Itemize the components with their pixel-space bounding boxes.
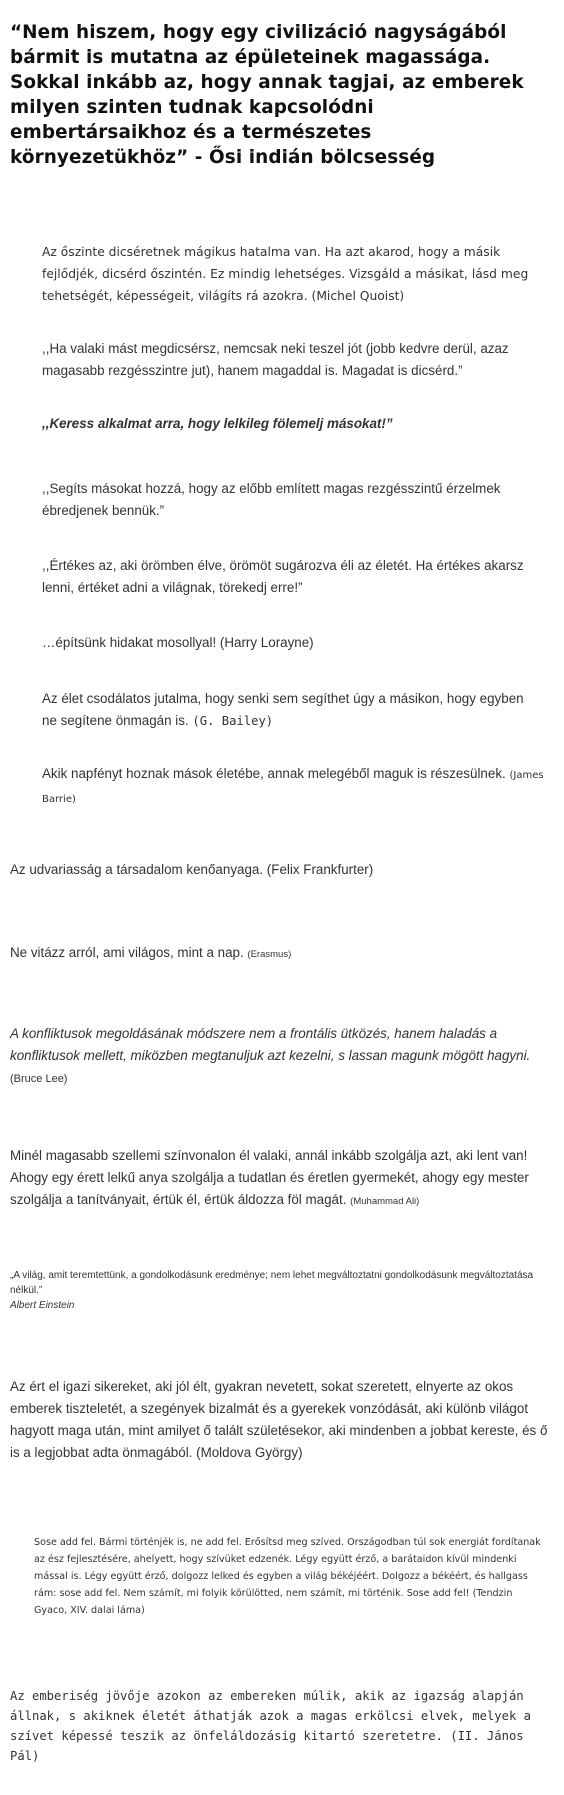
quote-text: „A világ, amit teremtettünk, a gondolkodásunk eredménye; nem lehet megváltoztatni gondolkodásunk megváltoztatása nélkül.” (10, 1270, 534, 1296)
quote-author: Albert Einstein (10, 1300, 75, 1311)
quote-no-argue (10, 942, 550, 966)
quote-author: (Erasmus) (247, 949, 292, 960)
quote-author: (James Barrie) (42, 770, 544, 805)
quote-author: (Muhammad Ali) (350, 1196, 420, 1207)
quote-help-others: ,,Segíts másokat hozzá, hogy az előbb említett magas rezgésszintű érzelmek ébredjenek bennük.” (42, 481, 501, 518)
quote-valuable-life: ,,Értékes az, aki örömben élve, örömöt sugározva éli az életét. Ha értékes akarsz lenni, értéket adni a világnak, törekedj erre!” (42, 558, 524, 595)
quote-conflict (10, 1023, 555, 1090)
quote-serve-others (10, 1145, 558, 1213)
quote-life-reward (42, 688, 542, 732)
quote-politeness: Az udvariasság a társadalom kenőanyaga. (Felix Frankfurter) (10, 862, 374, 877)
quote-text: Az élet csodálatos jutalma, hogy senki sem segíthet úgy a másikon, hogy egyben ne segítene önmagán is. (42, 691, 524, 728)
quote-text: Minél magasabb szellemi színvonalon él valaki, annál inkább szolgálja azt, aki lent van! Ahogy egy érett lelkű anya szolgálja a tudatlan és éretlen gyermekét, ahogy egy mester szolgálja a tanítványait, értük él, értük áldozza föl magát. (10, 1148, 529, 1207)
quote-bridges-smile: …építsünk hidakat mosollyal! (Harry Lorayne) (42, 635, 314, 650)
quote-praise-magic: Az őszinte dicséretnek mágikus hatalma van. Ha azt akarod, hogy a másik fejlődjék, dicsérd őszintén. Ez mindig lehetséges. Vizsgáld a másikat, lásd meg tehetségét, képességeit, világíts rá azokra. (Michel Quoist) (42, 245, 529, 303)
quote-sunshine (42, 763, 547, 811)
quote-praise-others: ,,Ha valaki mást megdicsérsz, nemcsak neki teszel jót (jobb kedvre derül, azaz magasabb rezgésszintre jut), hanem magaddal is. Magadat is dicsérd.” (42, 341, 509, 378)
quote-text: Akik napfényt hoznak mások életébe, annak melegéből maguk is részesülnek. (42, 766, 506, 781)
quote-never-give-up: Sose add fel. Bármi történjék is, ne add fel. Erősítsd meg szíved. Országodban túl sok energiát fordítanak az ész fejlesztésére, ahelyett, hogy szívüket edzenék. Légy együtt érző, a barátaidon kívül mindenki mással is. Légy együtt érző, dolgozz lelked és egyben a világ békéjéért. Dolgozz a békéért, és hallgass rám: sose add fel. Nem számít, mi folyik körülötted, nem számít, mi történik. Sose add fel! (Tendzin Gyaco, XIV. dalai láma) (34, 1537, 541, 1616)
quote-text: A konfliktusok megoldásának módszere nem a frontális ütközés, hanem haladás a konfliktusok mellett, miközben megtanuljuk azt kezelni, s lassan magunk mögött hagyni. (10, 1026, 531, 1063)
quote-author: (Bruce Lee) (10, 1073, 68, 1085)
quote-lift-others: ,,Keress alkalmat arra, hogy lelkileg fölemelj másokat!” (42, 416, 393, 431)
quote-author: (G. Bailey) (192, 714, 274, 728)
quote-true-success: Az ért el igazi sikereket, aki jól élt, gyakran nevetett, sokat szeretett, elnyerte az okos emberek tiszteletét, a szegények bizalmát és a gyerekek vonzódását, aki különb világot hagyott maga után, mint amilyet ő talált születésekor, aki mindenben a jobbat kereste, és ő is a legjobbat adta önmagából. (Moldova György) (10, 1379, 548, 1460)
quote-text: Ne vitázz arról, ami világos, mint a nap. (10, 945, 244, 960)
quote-future-humanity: Az emberiség jövője azokon az embereken múlik, akik az igazság alapján állnak, s akiknek életét áthatják azok a magas erkölcsi elvek, melyek a szívet képessé teszik az önfeláldozásig kitartó szeretetre. (II. János Pál) (10, 1689, 531, 1763)
main-quote: “Nem hiszem, hogy egy civilizáció nagyságából bármit is mutatna az épületeinek magassága. Sokkal inkább az, hogy annak tagjai, az emberek milyen szinten tudnak kapcsolódni embertársaikhoz és a természetes környezetükhöz” - Ősi indián bölcsesség (10, 22, 524, 168)
quote-einstein (10, 1268, 555, 1313)
